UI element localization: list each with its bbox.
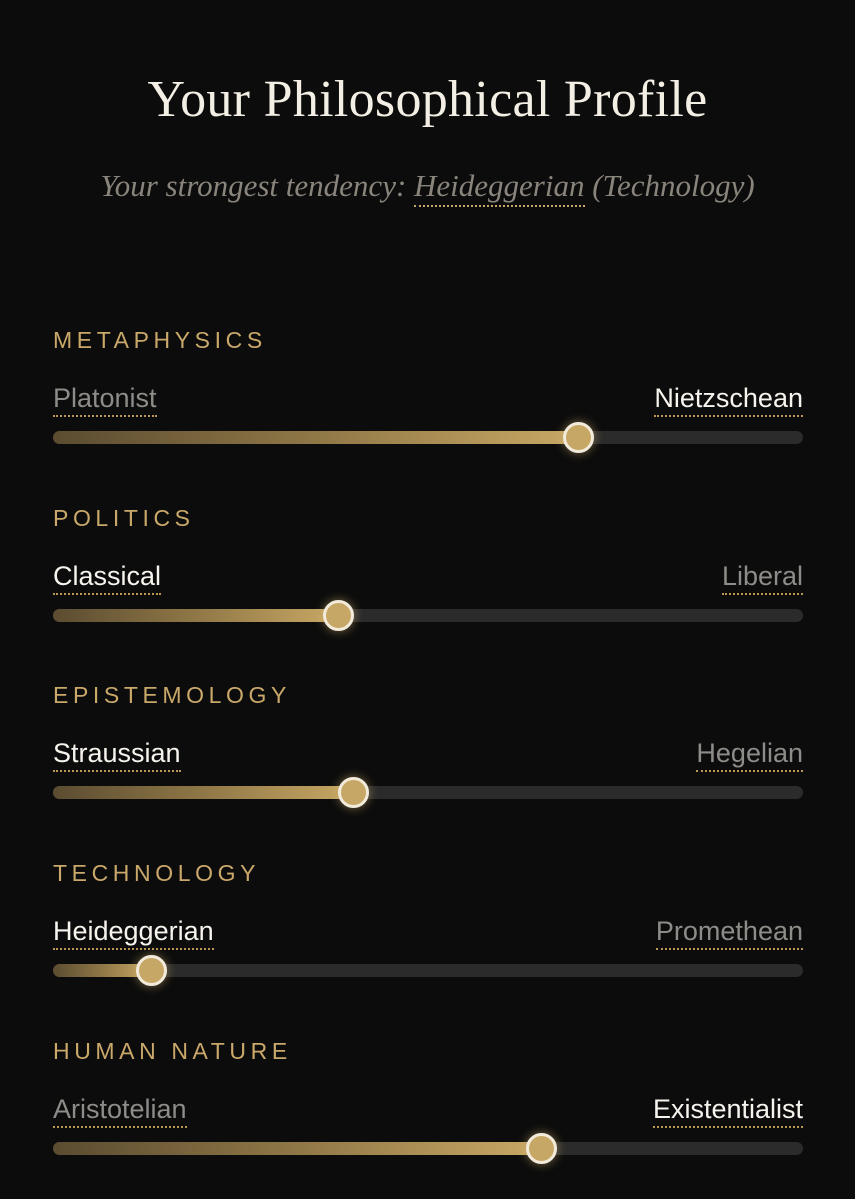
axis-politics	[53, 504, 803, 644]
left-pole-label[interactable]: Classical	[53, 560, 161, 595]
slider-fill	[53, 431, 578, 444]
slider-thumb[interactable]	[136, 955, 167, 986]
axis-heading: TECHNOLOGY	[53, 860, 261, 886]
slider-thumb[interactable]	[338, 777, 369, 808]
slider-fill	[53, 609, 338, 622]
slider-fill	[53, 786, 353, 799]
left-pole-label[interactable]: Platonist	[53, 382, 157, 417]
axis-technology	[53, 859, 803, 999]
strongest-tendency-subtitle	[0, 164, 855, 208]
right-pole-label[interactable]: Nietzschean	[654, 382, 803, 417]
slider-fill	[53, 1142, 541, 1155]
left-pole-label[interactable]: Aristotelian	[53, 1093, 187, 1128]
subtitle-prefix: Your strongest tendency:	[100, 168, 415, 203]
slider-track[interactable]	[53, 964, 803, 977]
slider-track[interactable]	[53, 431, 803, 444]
axis-heading: POLITICS	[53, 505, 195, 531]
slider-track[interactable]	[53, 786, 803, 799]
slider-track[interactable]	[53, 1142, 803, 1155]
slider-track[interactable]	[53, 609, 803, 622]
left-pole-label[interactable]: Heideggerian	[53, 915, 214, 950]
page-title: Your Philosophical Profile	[147, 71, 708, 128]
left-pole-label[interactable]: Straussian	[53, 737, 181, 772]
right-pole-label[interactable]: Hegelian	[696, 737, 803, 772]
axis-heading: EPISTEMOLOGY	[53, 682, 291, 708]
axis-human-nature	[53, 1037, 803, 1177]
subtitle-suffix: (Technology)	[584, 168, 755, 203]
axis-heading: HUMAN NATURE	[53, 1038, 292, 1064]
slider-thumb[interactable]	[563, 422, 594, 453]
right-pole-label[interactable]: Liberal	[722, 560, 803, 595]
slider-thumb[interactable]	[526, 1133, 557, 1164]
right-pole-label[interactable]: Promethean	[656, 915, 803, 950]
slider-thumb[interactable]	[323, 600, 354, 631]
axis-epistemology	[53, 681, 803, 821]
axis-metaphysics	[53, 326, 803, 466]
right-pole-label[interactable]: Existentialist	[653, 1093, 803, 1128]
strongest-tendency-link[interactable]: Heideggerian	[414, 168, 584, 207]
axis-heading: METAPHYSICS	[53, 327, 267, 353]
